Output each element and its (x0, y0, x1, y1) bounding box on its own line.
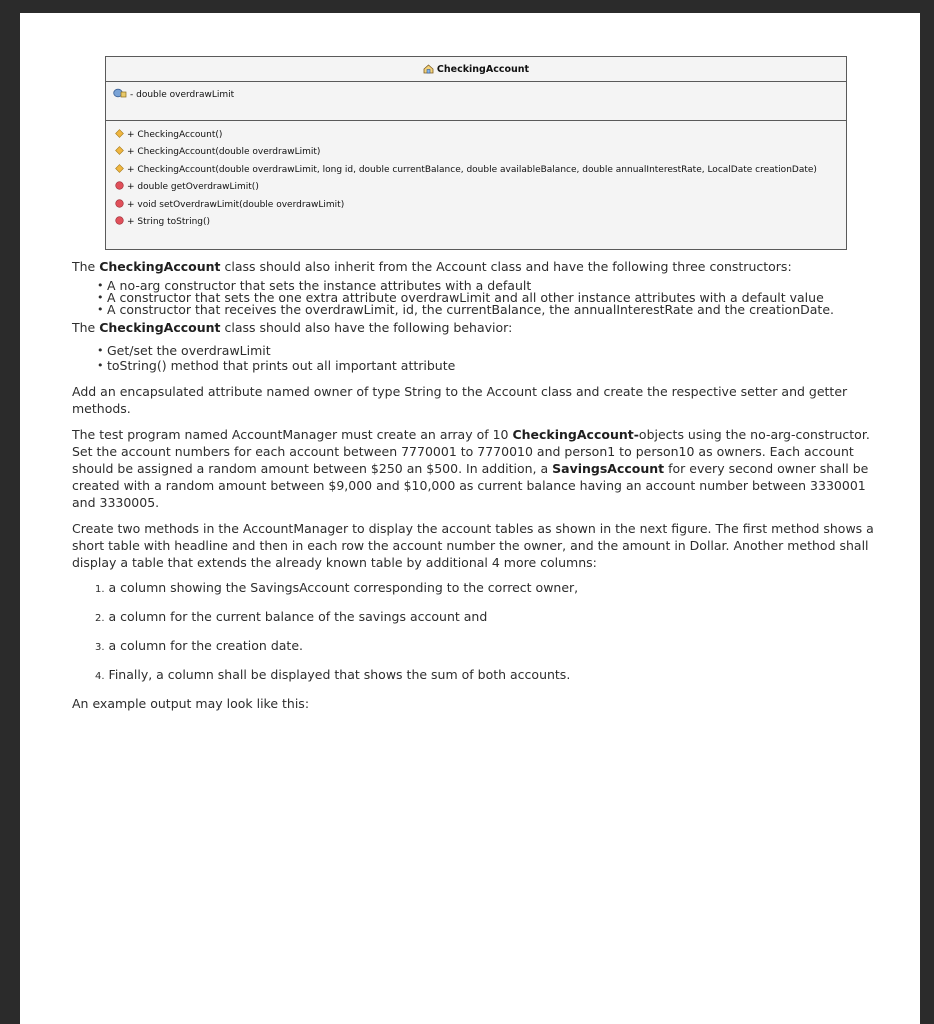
uml-operations (106, 121, 846, 231)
uml-method-text: + void setOverdrawLimit(double overdrawLimit) (127, 199, 345, 210)
uml-method-row (115, 179, 846, 197)
list-item: • Get/set the overdrawLimit (98, 344, 882, 359)
uml-method-text: + double getOverdrawLimit() (127, 182, 259, 193)
uml-attributes (106, 82, 846, 121)
uml-attribute-row (113, 86, 846, 103)
behavior-list (72, 344, 882, 373)
method-icon (115, 199, 124, 211)
list-item (95, 608, 882, 627)
uml-constructor-text: + CheckingAccount(double overdrawLimit, long id, double currentBalance, double availableBalance, double annualInterestRate, LocalDate creationDate) (127, 164, 817, 175)
text-run: for every second owner shall be created with a random amount between $9,000 and $10,000 as current balance having an account number between 3330001 and 3330005. (72, 461, 869, 510)
list-item: • A no-arg constructor that sets the instance attributes with a default (98, 280, 882, 292)
uml-constructor-row (115, 126, 846, 144)
text-run: The test program named AccountManager must create an array of 10 (72, 427, 513, 442)
text-run: class should also inherit from the Account class and have the following three constructors: (220, 259, 792, 274)
constructor-icon (115, 164, 124, 176)
paragraph-owner-attribute: Add an encapsulated attribute named owner of type String to the Account class and create the respective setter and getter methods. (72, 384, 848, 416)
paragraph-behavior (72, 319, 882, 336)
list-number: 4. (95, 671, 105, 682)
text-run: class should also have the following behavior: (220, 320, 513, 335)
uml-constructor-row (115, 144, 846, 162)
class-name-bold: CheckingAccount (99, 259, 221, 274)
class-name-bold: CheckingAccount- (512, 427, 639, 442)
constructor-icon (115, 146, 124, 158)
paragraph-display-methods: Create two methods in the AccountManager to display the account tables as shown in the next figure. The first method shows a short table with headline and then in each row the account number the owner, and the amount in Dollar. Another method shall display a table that extends the already known table by additional 4 more columns: (72, 521, 874, 570)
uml-method-text: + String toString() (127, 217, 211, 228)
column-list (72, 579, 882, 685)
list-text: Finally, a column shall be displayed that shows the sum of both accounts. (108, 667, 571, 682)
private-field-icon (113, 88, 127, 101)
list-text: a column for the creation date. (108, 638, 303, 653)
uml-class-diagram (105, 56, 847, 250)
class-name-bold: CheckingAccount (99, 320, 221, 335)
method-icon (115, 216, 124, 228)
uml-attribute-text: - double overdrawLimit (130, 89, 235, 100)
text-run: objects using the no-arg-constructor. Set the account numbers for each account between 7770001 to 7770010 and person1 to person10 as owners. Each account should be assigned a random amount between $250 an $500. In addition, a (72, 427, 870, 476)
list-item: • A constructor that sets the one extra attribute overdrawLimit and all other instance attributes with a default value (98, 292, 882, 304)
list-number: 2. (95, 613, 105, 624)
paragraph-example-output: An example output may look like this: (72, 696, 310, 711)
constructor-icon (115, 129, 124, 141)
uml-constructor-text: + CheckingAccount() (127, 129, 223, 140)
uml-method-row (115, 214, 846, 232)
class-name-bold: SavingsAccount (552, 461, 665, 476)
uml-constructor-row (115, 161, 846, 179)
uml-constructor-text: + CheckingAccount(double overdrawLimit) (127, 147, 321, 158)
list-item (95, 637, 882, 656)
uml-class-name: CheckingAccount (436, 63, 530, 75)
list-text: a column for the current balance of the savings account and (108, 609, 488, 624)
list-item (95, 666, 882, 685)
document-page (20, 13, 920, 1024)
text-run: The (72, 259, 100, 274)
list-item (95, 579, 882, 598)
paragraph-test-program (72, 426, 882, 511)
constructor-list (72, 280, 882, 316)
list-item: • toString() method that prints out all important attribute (98, 359, 882, 374)
list-text: a column showing the SavingsAccount corresponding to the correct owner, (108, 580, 579, 595)
list-item: • A constructor that receives the overdrawLimit, id, the currentBalance, the annualInterestRate and the creationDate. (98, 304, 882, 316)
method-icon (115, 181, 124, 193)
list-number: 1. (95, 584, 105, 595)
uml-class-header (106, 57, 846, 82)
class-icon (423, 64, 434, 74)
assignment-text (72, 258, 882, 712)
paragraph-inheritance (72, 258, 882, 275)
uml-method-row (115, 196, 846, 214)
text-run: The (72, 320, 100, 335)
list-number: 3. (95, 642, 105, 653)
